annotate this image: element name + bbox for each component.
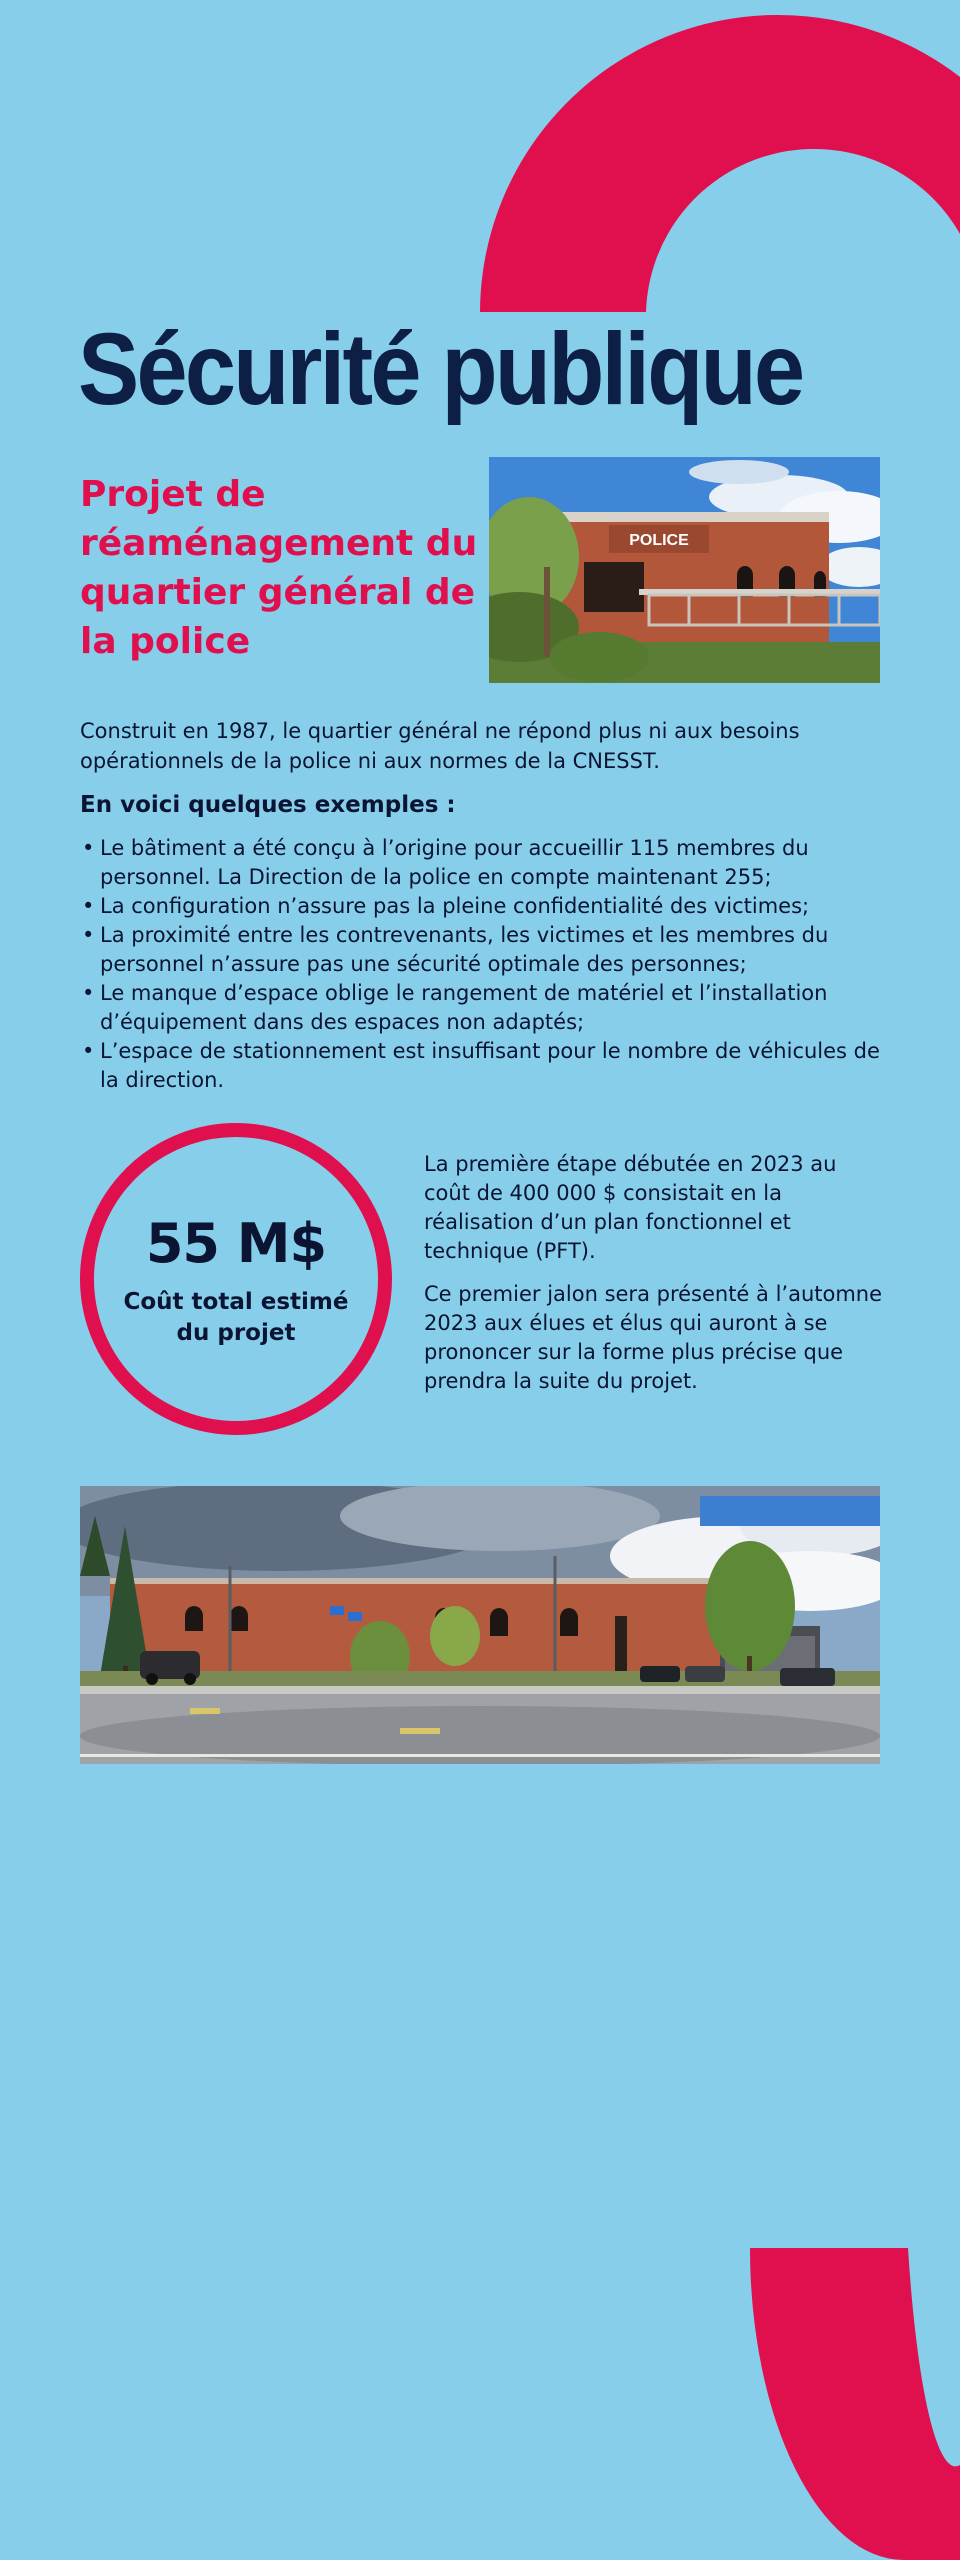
police-sign-text: POLICE bbox=[629, 532, 689, 549]
cost-circle bbox=[80, 1123, 392, 1435]
bottom-arc-shape bbox=[750, 2248, 960, 2560]
cost-label: Coût total estimé du projet bbox=[123, 1289, 349, 1346]
headquarters-street-photo bbox=[80, 1486, 880, 1764]
list-item: • La configuration n’assure pas la pleine confidentialité des victimes; bbox=[80, 892, 900, 921]
first-step-paragraph: La première étape débutée en 2023 au coût de 400 000 $ consistait en la réalisation d’un plan fonctionnel et technique (PFT). bbox=[424, 1152, 837, 1263]
milestone-paragraph: Ce premier jalon sera présenté à l’automne 2023 aux élues et élus qui auront à se prononcer sur la forme plus précise que prendra la suite du projet. bbox=[424, 1282, 883, 1393]
list-item: • Le bâtiment a été conçu à l’origine pour accueillir 115 membres du personnel. La Direction de la police en compte maintenant 255; bbox=[80, 834, 900, 892]
project-subtitle: Projet de réaménagement du quartier général de la police bbox=[80, 474, 478, 662]
examples-heading: En voici quelques exemples : bbox=[80, 792, 456, 818]
list-item: • La proximité entre les contrevenants, les victimes et les membres du personnel n’assure pas une sécurité optimale des personnes; bbox=[80, 921, 900, 979]
top-arc-shape bbox=[480, 15, 960, 312]
list-item: • L’espace de stationnement est insuffisant pour le nombre de véhicules de la direction. bbox=[80, 1037, 900, 1095]
list-item: • Le manque d’espace oblige le rangement de matériel et l’installation d’équipement dans des espaces non adaptés; bbox=[80, 979, 900, 1037]
cost-value: 55 M$ bbox=[145, 1212, 327, 1275]
police-building-photo bbox=[489, 457, 880, 683]
intro-text: Construit en 1987, le quartier général ne répond plus ni aux besoins opérationnels de la police ni aux normes de la CNESST. bbox=[80, 719, 800, 773]
page-title: Sécurité publique bbox=[78, 312, 803, 426]
examples-list bbox=[80, 834, 900, 1095]
